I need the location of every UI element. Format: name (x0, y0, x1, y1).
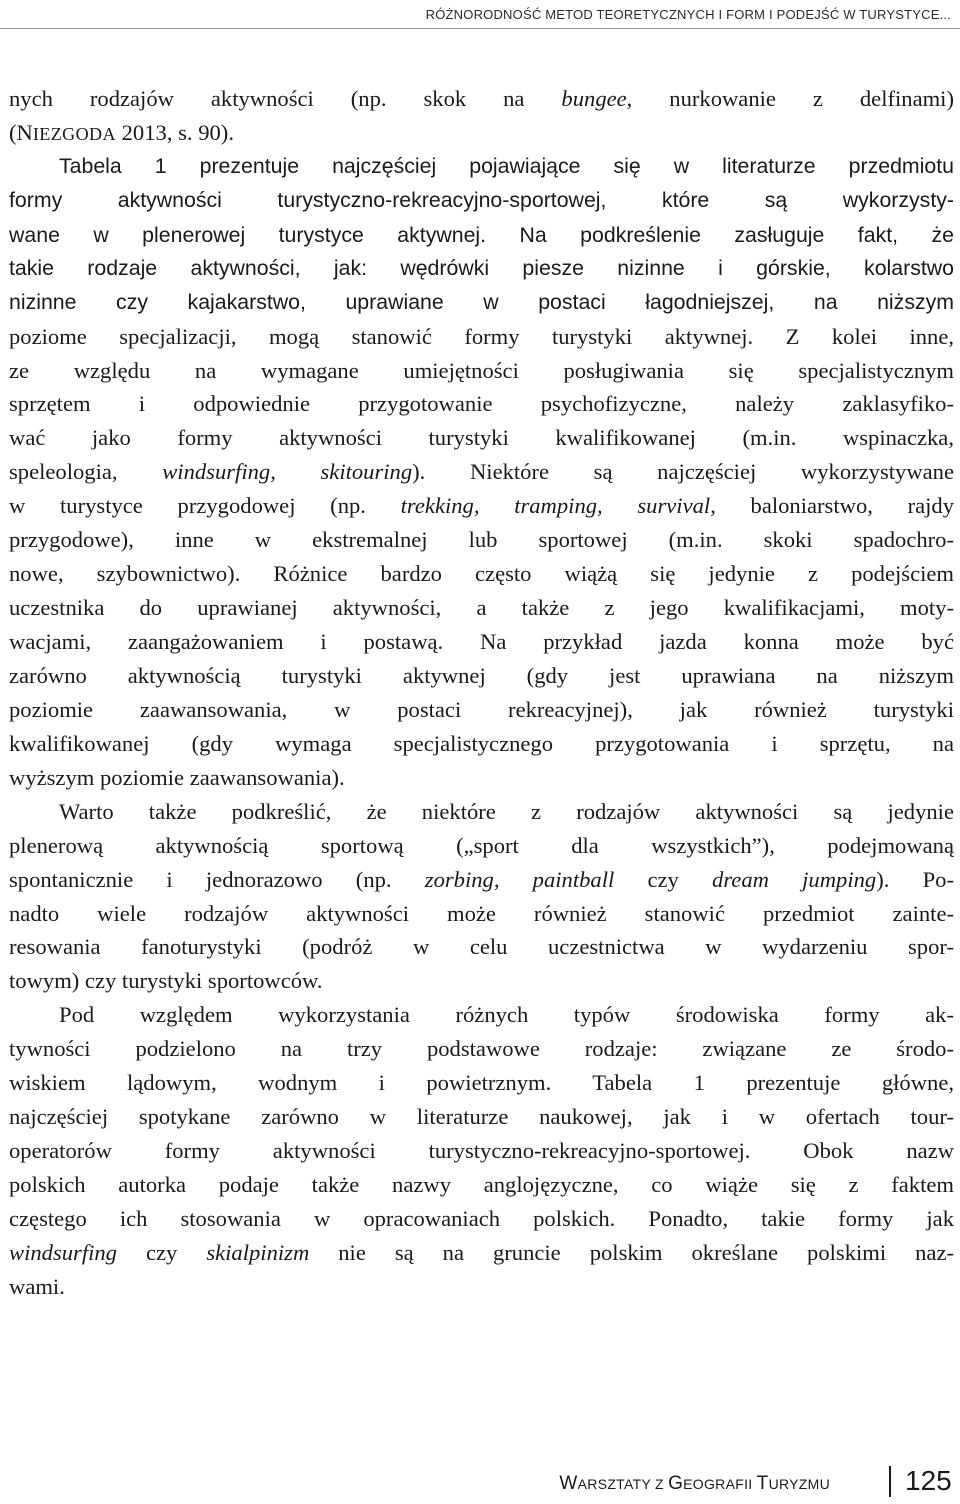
text-line: nych rodzajów aktywności (np. skok na bungee, nurkowanie z delfinami) (9, 86, 954, 111)
text-line: ze względu na wymagane umiejętności posługiwania się specjalistycznym (9, 357, 954, 383)
text-line: towym) czy turystyki sportowców. (9, 968, 323, 994)
header-rule (0, 28, 960, 29)
text-line: speleologia, windsurfing, skitouring). Niektóre są najczęściej wykorzystywane (9, 459, 954, 485)
text-line: nadto wiele rodzajów aktywności może również stanowić przedmiot zainte- (9, 900, 954, 926)
text-line: częstego ich stosowania w opracowaniach polskich. Ponadto, takie formy jak (9, 1205, 954, 1231)
running-header (0, 0, 960, 37)
text-line: wacjami, zaangażowaniem i postawą. Na przykład jazda konna może być (9, 629, 954, 654)
text-line: plenerową aktywnością sportową („sport dla wszystkich”), podejmowaną (9, 832, 954, 858)
text-line: uczestnika do uprawianej aktywności, a także z jego kwalifikacjami, moty- (9, 595, 954, 621)
text-line: Tabela 1 prezentuje najczęściej pojawiające się w literaturze przedmiotu (59, 153, 954, 178)
text-line: kwalifikowanej (gdy wymaga specjalistycznego przygotowania i sprzętu, na (9, 730, 954, 756)
text-line: Pod względem wykorzystania różnych typów środowiska formy ak- (59, 1002, 954, 1028)
text-line: operatorów formy aktywności turystyczno-rekreacyjno-sportowej. Obok nazw (9, 1138, 954, 1164)
running-title: RÓŻNORODNOŚĆ METOD TEORETYCZNYCH I FORM I PODEJŚĆ W TURYSTYCE... (425, 7, 951, 22)
text-line: poziome specjalizacji, mogą stanowić formy turystyki aktywnej. Z kolei inne, (9, 323, 954, 349)
text-line: windsurfing czy skialpinizm nie są na gruncie polskim określane polskimi naz- (9, 1239, 954, 1265)
text-line: zarówno aktywnością turystyki aktywnej (gdy jest uprawiana na niższym (9, 662, 954, 688)
text-line: nowe, szybownictwo). Różnice bardzo często wiążą się jedynie z podejściem (9, 561, 954, 587)
text-line: resowania fanoturystyki (podróż w celu uczestnictwa w wydarzeniu spor- (9, 934, 954, 960)
text-line: sprzętem i odpowiednie przygotowanie psychofizyczne, należy zaklasyfiko- (9, 391, 954, 417)
text-line: przygodowe), inne w ekstremalnej lub sportowej (m.in. skoki spadochro- (9, 527, 954, 553)
body-text (9, 82, 954, 1304)
text-line: najczęściej spotykane zarówno w literaturze naukowej, jak i w ofertach tour- (9, 1104, 954, 1130)
text-line: (NIEZGODA 2013, s. 90). (9, 119, 234, 145)
text-line: spontanicznie i jednorazowo (np. zorbing, paintball czy dream jumping). Po- (9, 866, 954, 892)
running-footer (0, 1460, 960, 1500)
text-line: wane w plenerowej turystyce aktywnej. Na podkreślenie zasługuje fakt, że (9, 222, 954, 247)
text-line: wać jako formy aktywności turystyki kwalifikowanej (m.in. wspinaczka, (9, 425, 954, 451)
text-line: wyższym poziomie zaawansowania). (9, 764, 345, 790)
text-line: wami. (9, 1273, 65, 1299)
text-line: tywności podzielono na trzy podstawowe rodzaje: związane ze środo- (9, 1036, 954, 1062)
text-line: Warto także podkreślić, że niektóre z rodzajów aktywności są jedynie (59, 798, 954, 824)
text-line: poziomie zaawansowania, w postaci rekreacyjnej), jak również turystyki (9, 696, 954, 722)
page-number: 125 (905, 1465, 952, 1496)
text-line: polskich autorka podaje także nazwy anglojęzyczne, co wiąże się z faktem (9, 1172, 954, 1197)
text-line: w turystyce przygodowej (np. trekking, tramping, survival, baloniarstwo, rajdy (9, 493, 954, 519)
text-line: takie rodzaje aktywności, jak: wędrówki piesze nizinne i górskie, kolarstwo (9, 255, 954, 280)
text-line: nizinne czy kajakarstwo, uprawiane w postaci łagodniejszej, na niższym (9, 289, 954, 314)
journal-title: WARSZTATY Z GEOGRAFII TURYZMU (559, 1473, 830, 1494)
text-line: wiskiem lądowym, wodnym i powietrznym. Tabela 1 prezentuje główne, (9, 1070, 954, 1096)
footer-divider (889, 1466, 891, 1497)
text-line: formy aktywności turystyczno-rekreacyjno-sportowej, które są wykorzysty- (9, 187, 954, 212)
